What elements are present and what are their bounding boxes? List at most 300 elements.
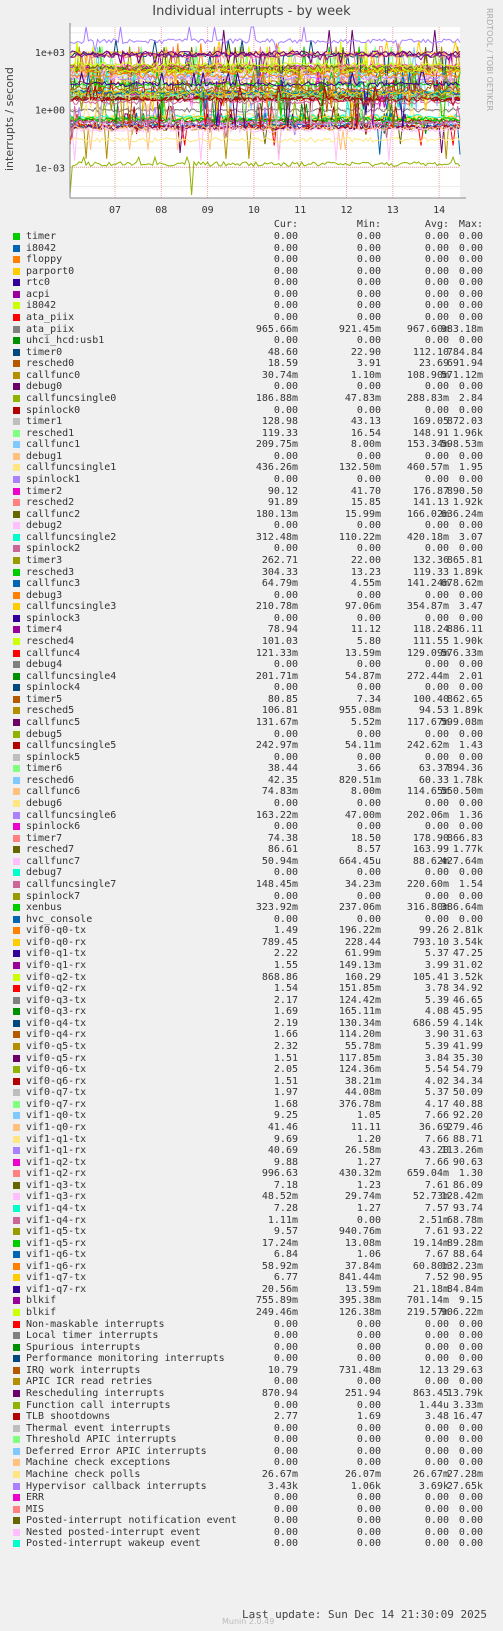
legend-row xyxy=(0,601,503,613)
legend-max-value: 27.28m xyxy=(446,1469,483,1480)
legend-swatch xyxy=(13,233,20,240)
legend-row xyxy=(0,729,503,741)
legend-series-name: debug3 xyxy=(26,589,63,601)
legend-series-name: callfunc6 xyxy=(26,786,81,798)
legend-series-name: MIS xyxy=(26,1503,45,1515)
legend-max-value: 132.23m xyxy=(440,1260,483,1272)
legend-avg-value: 5.39 xyxy=(424,1040,449,1052)
legend-avg-value: 0.00 xyxy=(424,1445,449,1457)
legend-avg-value: 420.18m xyxy=(406,531,449,543)
legend-swatch xyxy=(13,1089,20,1096)
legend-row xyxy=(0,740,503,752)
legend-cur-value: 7.28 xyxy=(273,1202,298,1214)
legend-row xyxy=(0,300,503,312)
legend-avg-value: 7.61 xyxy=(424,1226,449,1237)
legend-min-value: 117.85m xyxy=(338,1052,381,1064)
legend-swatch xyxy=(13,534,20,541)
legend-max-value: 636.24m xyxy=(440,508,483,520)
legend-avg-value: 3.69k xyxy=(418,1480,449,1492)
legend-avg-value: 94.53 xyxy=(418,705,449,717)
legend-row xyxy=(0,914,503,926)
legend-max-value: 113.26m xyxy=(440,1145,483,1156)
legend-row xyxy=(0,1087,503,1099)
legend-max-value: 427.64m xyxy=(440,855,483,867)
legend-avg-value: 7.57 xyxy=(424,1202,449,1214)
legend-series-name: spinlock4 xyxy=(26,682,81,694)
legend-series-name: spinlock5 xyxy=(26,751,81,763)
legend-avg-value: 0.00 xyxy=(424,821,449,833)
legend-row xyxy=(0,867,503,879)
legend-cur-value: 128.98 xyxy=(261,416,298,428)
legend-row xyxy=(0,1376,503,1388)
legend-row xyxy=(0,821,503,833)
legend-min-value: 8.57 xyxy=(356,844,381,856)
legend-cur-value: 186.88m xyxy=(255,393,298,404)
legend-swatch xyxy=(13,974,20,981)
legend-swatch xyxy=(13,835,20,842)
legend-max-value: 27.65k xyxy=(446,1480,483,1492)
legend-min-value: 149.13m xyxy=(338,959,381,971)
legend-max-value: 31.63 xyxy=(452,1029,483,1041)
legend-row xyxy=(0,1006,503,1018)
legend-swatch xyxy=(13,360,20,367)
legend-swatch xyxy=(13,245,20,252)
legend-min-value: 0.00 xyxy=(356,1422,381,1434)
legend-avg-value: 0.00 xyxy=(424,300,449,312)
legend-swatch xyxy=(13,684,20,691)
legend-max-value: 45.95 xyxy=(452,1006,483,1018)
legend-series-name: Function call interrupts xyxy=(26,1399,171,1411)
legend-row xyxy=(0,578,503,590)
legend-series-name: Posted-interrupt notification event xyxy=(26,1515,237,1527)
legend-cur-value: 0.00 xyxy=(273,288,298,300)
legend-swatch xyxy=(13,1055,20,1062)
legend-min-value: 1.06 xyxy=(356,1249,381,1261)
legend-row xyxy=(0,705,503,717)
legend-min-value: 1.69 xyxy=(356,1411,381,1423)
legend-row xyxy=(0,1400,503,1412)
legend-swatch xyxy=(13,349,20,356)
legend-max-value: 0.00 xyxy=(458,589,483,601)
legend-min-value: 0.00 xyxy=(356,751,381,763)
legend-cur-value: 50.94m xyxy=(261,855,298,867)
legend-cur-value: 9.25 xyxy=(273,1110,298,1122)
legend-max-value: 890.50 xyxy=(446,485,483,497)
legend-cur-value: 249.46m xyxy=(255,1307,298,1318)
legend-swatch xyxy=(13,1506,20,1513)
legend-cur-value: 90.12 xyxy=(267,485,298,497)
legend-cur-value: 0.00 xyxy=(273,254,298,266)
legend-series-name: resched6 xyxy=(26,774,75,786)
legend-avg-value: 0.00 xyxy=(424,659,449,671)
legend-min-value: 1.05 xyxy=(356,1110,381,1122)
legend-min-value: 841.44m xyxy=(338,1272,381,1284)
legend-min-value: 124.42m xyxy=(338,994,381,1006)
legend-row xyxy=(0,590,503,602)
legend-max-value: 0.00 xyxy=(458,1538,483,1550)
legend-max-value: 862.65 xyxy=(446,693,483,705)
legend-swatch xyxy=(13,1182,20,1189)
legend-avg-value: 0.00 xyxy=(424,254,449,266)
legend-row xyxy=(0,624,503,636)
legend-row xyxy=(0,1515,503,1527)
legend-cur-value: 323.92m xyxy=(255,902,298,914)
legend-series-name: callfunc3 xyxy=(26,578,81,590)
legend-cur-value: 40.69 xyxy=(267,1145,298,1156)
legend-avg-value: 0.00 xyxy=(424,265,449,277)
legend-max-value: 16.47 xyxy=(452,1411,483,1423)
legend-max-value: 1.78k xyxy=(452,774,483,786)
legend-row xyxy=(0,393,503,405)
legend-swatch xyxy=(13,1332,20,1339)
legend-swatch xyxy=(13,1367,20,1374)
legend-series-name: debug7 xyxy=(26,867,63,879)
legend-avg-value: 0.00 xyxy=(424,381,449,393)
legend-cur-value: 0.00 xyxy=(273,682,298,694)
legend-series-name: spinlock7 xyxy=(26,890,81,902)
x-tick-label: 09 xyxy=(201,205,214,216)
legend-series-name: spinlock3 xyxy=(26,612,81,624)
legend-cur-value: 0.00 xyxy=(273,1503,298,1515)
legend-avg-value: 132.36 xyxy=(412,555,449,566)
legend-avg-value: 12.13 xyxy=(418,1364,449,1376)
legend-max-value: 4.14k xyxy=(452,1017,483,1029)
legend-min-value: 0.00 xyxy=(356,821,381,833)
legend-cur-value: 0.00 xyxy=(273,1422,298,1434)
legend-row xyxy=(0,1365,503,1377)
legend-min-value: 820.51m xyxy=(338,774,381,786)
legend-swatch xyxy=(13,291,20,298)
legend-cur-value: 163.22m xyxy=(255,809,298,821)
legend-avg-value: 108.90m xyxy=(406,369,449,381)
legend-series-name: rtc0 xyxy=(26,277,51,289)
legend-max-value: 3.52k xyxy=(452,971,483,983)
legend-series-name: acpi xyxy=(26,288,51,300)
legend-row xyxy=(0,636,503,648)
legend-min-value: 5.52m xyxy=(350,716,381,728)
legend-max-value: 0.00 xyxy=(458,1422,483,1434)
legend-cur-value: 7.18 xyxy=(273,1179,298,1191)
legend-swatch xyxy=(13,742,20,749)
legend-series-name: Thermal event interrupts xyxy=(26,1422,171,1434)
legend-series-name: vif0-q1-rx xyxy=(26,959,87,971)
legend-row xyxy=(0,717,503,729)
legend-min-value: 0.00 xyxy=(356,913,381,925)
legend-swatch xyxy=(13,383,20,390)
legend-row xyxy=(0,1469,503,1481)
legend-max-value: 90.63 xyxy=(452,1156,483,1168)
legend-min-value: 0.00 xyxy=(356,381,381,393)
legend-avg-value: 3.99 xyxy=(424,959,449,971)
legend-series-name: debug6 xyxy=(26,797,63,809)
legend-swatch xyxy=(13,1274,20,1281)
legend-row xyxy=(0,416,503,428)
legend-swatch xyxy=(13,1413,20,1420)
legend-min-value: 13.08m xyxy=(344,1237,381,1249)
legend-avg-value: 967.60m xyxy=(406,323,449,335)
legend-min-value: 4.55m xyxy=(350,578,381,590)
legend-avg-value: 863.45 xyxy=(412,1388,449,1399)
legend-series-name: spinlock6 xyxy=(26,821,81,833)
legend-row xyxy=(0,786,503,798)
header-min: Min: xyxy=(356,219,381,230)
legend-cur-value: 870.94 xyxy=(261,1388,298,1399)
legend-avg-value: 220.60m xyxy=(406,878,449,890)
legend-cur-value: 121.33m xyxy=(255,647,298,659)
legend-avg-value: 354.87m xyxy=(406,601,449,613)
legend-max-value: 0.00 xyxy=(458,1503,483,1515)
legend-cur-value: 1.97 xyxy=(273,1087,298,1099)
legend-row xyxy=(0,254,503,266)
legend-series-name: Rescheduling interrupts xyxy=(26,1388,165,1399)
legend-avg-value: 148.91 xyxy=(412,427,449,439)
legend-avg-value: 701.14m xyxy=(406,1295,449,1307)
legend-cur-value: 2.17 xyxy=(273,994,298,1006)
legend-cur-value: 0.00 xyxy=(273,1526,298,1538)
legend-avg-value: 4.02 xyxy=(424,1075,449,1087)
legend-series-name: spinlock1 xyxy=(26,474,81,485)
legend-row xyxy=(0,902,503,914)
legend-swatch xyxy=(13,279,20,286)
y-tick-label: 1e-03 xyxy=(34,163,65,175)
legend-max-value: 983.18m xyxy=(440,323,483,335)
legend-avg-value: 21.18m xyxy=(412,1283,449,1295)
legend-row xyxy=(0,1041,503,1053)
legend-min-value: 0.00 xyxy=(356,1538,381,1550)
legend-min-value: 37.84m xyxy=(344,1260,381,1272)
legend-min-value: 0.00 xyxy=(356,797,381,809)
y-axis-label: interrupts / second xyxy=(3,67,16,171)
legend-max-value: 0.00 xyxy=(458,404,483,416)
legend-avg-value: 0.00 xyxy=(424,1538,449,1550)
legend-cur-value: 304.33 xyxy=(261,566,298,578)
legend-swatch xyxy=(13,904,20,911)
legend-series-name: timer6 xyxy=(26,763,63,775)
legend-cur-value: 58.92m xyxy=(261,1260,298,1272)
legend-swatch xyxy=(13,985,20,992)
legend-avg-value: 0.00 xyxy=(424,231,449,242)
legend-swatch xyxy=(13,499,20,506)
legend-max-value: 1.96k xyxy=(452,427,483,439)
legend-swatch xyxy=(13,1205,20,1212)
legend-cur-value: 64.79m xyxy=(261,578,298,590)
legend-cur-value: 1.68 xyxy=(273,1098,298,1110)
legend-swatch xyxy=(13,1540,20,1547)
legend-avg-value: 0.00 xyxy=(424,890,449,902)
legend-swatch xyxy=(13,1136,20,1143)
legend-min-value: 160.29 xyxy=(344,971,381,983)
legend-avg-value: 88.62m xyxy=(412,855,449,867)
legend-cur-value: 48.60 xyxy=(267,346,298,358)
legend-min-value: 151.85m xyxy=(338,983,381,995)
legend-series-name: vif1-q6-tx xyxy=(26,1249,87,1261)
y-tick-label: 1e+03 xyxy=(34,47,65,59)
legend-series-name: callfunc1 xyxy=(26,439,81,451)
legend-min-value: 1.27 xyxy=(356,1202,381,1214)
legend-min-value: 1.23 xyxy=(356,1179,381,1191)
legend-swatch xyxy=(13,256,20,263)
legend-cur-value: 789.45 xyxy=(261,936,298,948)
legend-series-name: spinlock2 xyxy=(26,543,81,555)
legend-min-value: 43.13 xyxy=(350,416,381,428)
legend-row xyxy=(0,671,503,683)
legend-cur-value: 9.88 xyxy=(273,1156,298,1168)
legend-avg-value: 7.66 xyxy=(424,1156,449,1168)
legend-min-value: 5.80 xyxy=(356,636,381,647)
legend-avg-value: 316.80m xyxy=(406,902,449,914)
legend-swatch xyxy=(13,893,20,900)
legend-cur-value: 0.00 xyxy=(273,728,298,740)
legend-swatch xyxy=(13,661,20,668)
legend-series-name: vif1-q1-rx xyxy=(26,1145,87,1156)
legend-min-value: 940.76m xyxy=(338,1226,381,1237)
legend-min-value: 47.00m xyxy=(344,809,381,821)
legend-swatch xyxy=(13,1483,20,1490)
legend-avg-value: 60.33 xyxy=(418,774,449,786)
legend-min-value: 0.00 xyxy=(356,474,381,485)
legend-series-name: debug4 xyxy=(26,659,63,671)
legend-min-value: 13.23 xyxy=(350,566,381,578)
legend-avg-value: 0.00 xyxy=(424,1457,449,1469)
legend-row xyxy=(0,1249,503,1261)
legend-row xyxy=(0,1411,503,1423)
legend-row xyxy=(0,648,503,660)
legend-avg-value: 129.09m xyxy=(406,647,449,659)
legend-swatch xyxy=(13,788,20,795)
legend-series-name: vif0-q7-rx xyxy=(26,1098,87,1110)
legend-series-name: vif0-q1-tx xyxy=(26,948,87,960)
legend-max-value: 598.53m xyxy=(440,439,483,451)
legend-swatch xyxy=(13,1043,20,1050)
legend-min-value: 0.00 xyxy=(356,1526,381,1538)
legend-cur-value: 26.67m xyxy=(261,1469,298,1480)
legend-cur-value: 131.67m xyxy=(255,716,298,728)
legend-series-name: vif1-q7-tx xyxy=(26,1272,87,1284)
legend-row xyxy=(0,1504,503,1516)
legend-swatch xyxy=(13,777,20,784)
legend-min-value: 0.00 xyxy=(356,265,381,277)
legend-series-name: Local timer interrupts xyxy=(26,1330,159,1342)
legend-swatch xyxy=(13,476,20,483)
legend-avg-value: 118.24 xyxy=(412,624,449,636)
legend-cur-value: 74.38 xyxy=(267,832,298,844)
legend-row xyxy=(0,324,503,336)
legend-series-name: callfuncsingle3 xyxy=(26,601,117,613)
legend-avg-value: 242.62m xyxy=(406,740,449,752)
legend-series-name: timer1 xyxy=(26,416,63,428)
legend-max-value: 3.47 xyxy=(458,601,483,613)
legend-swatch xyxy=(13,1251,20,1258)
header-max: Max: xyxy=(458,219,483,230)
legend-series-name: vif1-q6-rx xyxy=(26,1260,87,1272)
legend-min-value: 114.20m xyxy=(338,1029,381,1041)
legend-swatch xyxy=(13,302,20,309)
legend-max-value: 0.00 xyxy=(458,277,483,289)
legend-swatch xyxy=(13,1425,20,1432)
legend-avg-value: 141.24m xyxy=(406,578,449,590)
legend-min-value: 0.00 xyxy=(356,404,381,416)
legend-cur-value: 2.19 xyxy=(273,1017,298,1029)
legend-cur-value: 0.00 xyxy=(273,1376,298,1388)
legend-swatch xyxy=(13,823,20,830)
legend-series-name: vif1-q5-rx xyxy=(26,1237,87,1249)
legend-swatch xyxy=(13,1228,20,1235)
legend-swatch xyxy=(13,1297,20,1304)
legend-cur-value: 0.00 xyxy=(273,659,298,671)
legend-min-value: 13.59m xyxy=(344,647,381,659)
legend-row xyxy=(0,810,503,822)
legend-series-name: callfuncsingle2 xyxy=(26,531,117,543)
legend-cur-value: 6.77 xyxy=(273,1272,298,1284)
legend-cur-value: 0.00 xyxy=(273,543,298,555)
legend-avg-value: 0.00 xyxy=(424,589,449,601)
legend-cur-value: 17.24m xyxy=(261,1237,298,1249)
legend-min-value: 921.45m xyxy=(338,323,381,335)
legend-max-value: 92.20 xyxy=(452,1110,483,1122)
legend-row xyxy=(0,1064,503,1076)
legend-avg-value: 288.83m xyxy=(406,393,449,404)
legend-max-value: 41.99 xyxy=(452,1040,483,1052)
legend-min-value: 41.70 xyxy=(350,485,381,497)
legend-series-name: ERR xyxy=(26,1492,45,1504)
legend-max-value: 872.03 xyxy=(446,416,483,428)
legend-cur-value: 0.00 xyxy=(273,1318,298,1330)
legend-series-name: callfuncsingle4 xyxy=(26,670,117,682)
legend-min-value: 0.00 xyxy=(356,450,381,462)
legend-avg-value: 0.00 xyxy=(424,797,449,809)
legend-min-value: 0.00 xyxy=(356,1515,381,1527)
legend-min-value: 955.08m xyxy=(338,705,381,717)
legend-swatch xyxy=(13,545,20,552)
legend-min-value: 1.20 xyxy=(356,1133,381,1145)
legend-row xyxy=(0,381,503,393)
legend-cur-value: 3.43k xyxy=(267,1480,298,1492)
legend-swatch xyxy=(13,800,20,807)
legend-series-name: vif1-q1-tx xyxy=(26,1133,87,1145)
x-tick-label: 07 xyxy=(108,205,122,216)
legend-swatch xyxy=(13,418,20,425)
legend-row xyxy=(0,567,503,579)
legend-cur-value: 0.00 xyxy=(273,589,298,601)
legend-cur-value: 0.00 xyxy=(273,1330,298,1342)
legend-row xyxy=(0,659,503,671)
legend-cur-value: 0.00 xyxy=(273,1434,298,1446)
legend-cur-value: 1.51 xyxy=(273,1052,298,1064)
legend-series-name: Non-maskable interrupts xyxy=(26,1318,165,1330)
legend-max-value: 29.63 xyxy=(452,1364,483,1376)
legend-row xyxy=(0,948,503,960)
legend-cur-value: 755.89m xyxy=(255,1295,298,1307)
legend-swatch xyxy=(13,1193,20,1200)
legend-cur-value: 996.63 xyxy=(261,1168,298,1180)
legend-row xyxy=(0,462,503,474)
legend-min-value: 0.00 xyxy=(356,1457,381,1469)
legend-min-value: 0.00 xyxy=(356,1330,381,1342)
legend-min-value: 13.59m xyxy=(344,1283,381,1295)
legend-min-value: 395.38m xyxy=(338,1295,381,1307)
legend-cur-value: 210.78m xyxy=(255,601,298,613)
legend-swatch xyxy=(13,1112,20,1119)
legend-swatch xyxy=(13,650,20,657)
legend-series-name: callfuncsingle0 xyxy=(26,393,117,404)
legend-swatch xyxy=(13,1390,20,1397)
legend-swatch xyxy=(13,522,20,529)
legend-row xyxy=(0,983,503,995)
legend-row xyxy=(0,798,503,810)
legend-row xyxy=(0,1110,503,1122)
legend-max-value: 0.00 xyxy=(458,751,483,763)
legend-row xyxy=(0,1342,503,1354)
